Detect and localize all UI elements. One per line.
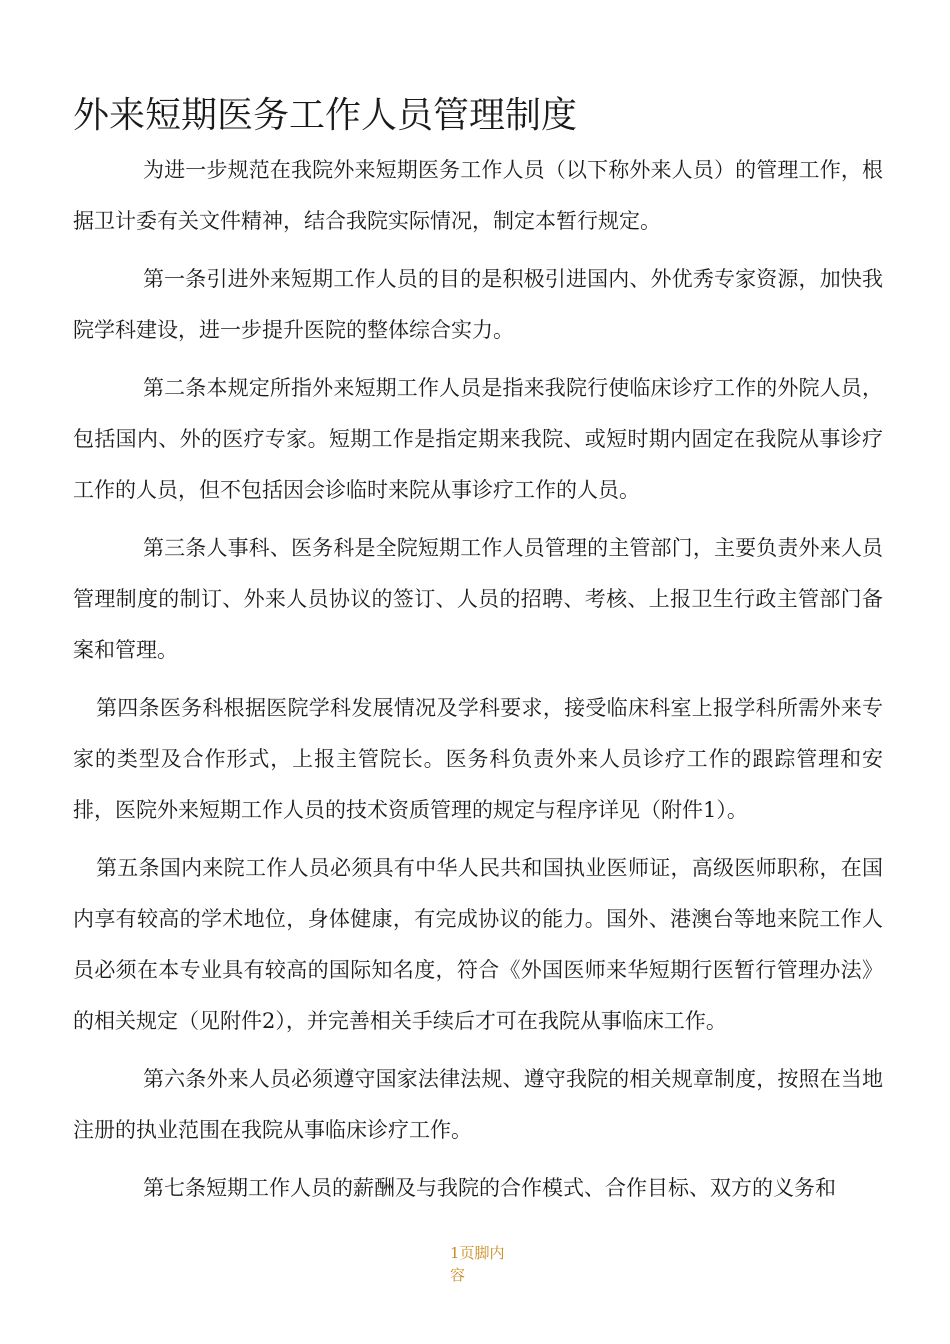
paragraph-article-1: 第一条引进外来短期工作人员的目的是积极引进国内、外优秀专家资源，加快我院学科建设，进一步提升医院的整体综合实力。 xyxy=(73,267,883,342)
paragraph-article-5: 第五条国内来院工作人员必须具有中华人民共和国执业医师证，高级医师职称，在国内享有较高的学术地位，身体健康，有完成协议的能力。国外、港澳台等地来院工作人员必须在本专业具有较高的国际知名度，符合《外国医师来华短期行医暂行管理办法》的相关规定（见附件2），并完善相关手续后才可在我院从事临床工作。 xyxy=(73,856,883,1033)
paragraph-article-3: 第三条人事科、医务科是全院短期工作人员管理的主管部门，主要负责外来人员管理制度的制订、外来人员协议的签订、人员的招聘、考核、上报卫生行政主管部门备案和管理。 xyxy=(73,536,883,662)
paragraph-article-4: 第四条医务科根据医院学科发展情况及学科要求，接受临床科室上报学科所需外来专家的类型及合作形式，上报主管院长。医务科负责外来人员诊疗工作的跟踪管理和安排，医院外来短期工作人员的技术资质管理的规定与程序详见（附件1）。 xyxy=(73,696,883,822)
paragraph-article-7: 第七条短期工作人员的薪酬及与我院的合作模式、合作目标、双方的义务和 xyxy=(143,1176,836,1200)
paragraph-intro: 为进一步规范在我院外来短期医务工作人员（以下称外来人员）的管理工作，根据卫计委有关文件精神，结合我院实际情况，制定本暂行规定。 xyxy=(73,158,883,233)
paragraph-article-2: 第二条本规定所指外来短期工作人员是指来我院行使临床诊疗工作的外院人员，包括国内、外的医疗专家。短期工作是指定期来我院、或短时期内固定在我院从事诊疗工作的人员，但不包括因会诊临时来院从事诊疗工作的人员。 xyxy=(73,376,883,502)
document-title: 外来短期医务工作人员管理制度 xyxy=(73,95,578,136)
document-body xyxy=(73,145,883,1221)
page-footer: 1页脚内容 xyxy=(450,1244,505,1284)
paragraph-article-6: 第六条外来人员必须遵守国家法律法规、遵守我院的相关规章制度，按照在当地注册的执业范围在我院从事临床诊疗工作。 xyxy=(73,1067,883,1142)
